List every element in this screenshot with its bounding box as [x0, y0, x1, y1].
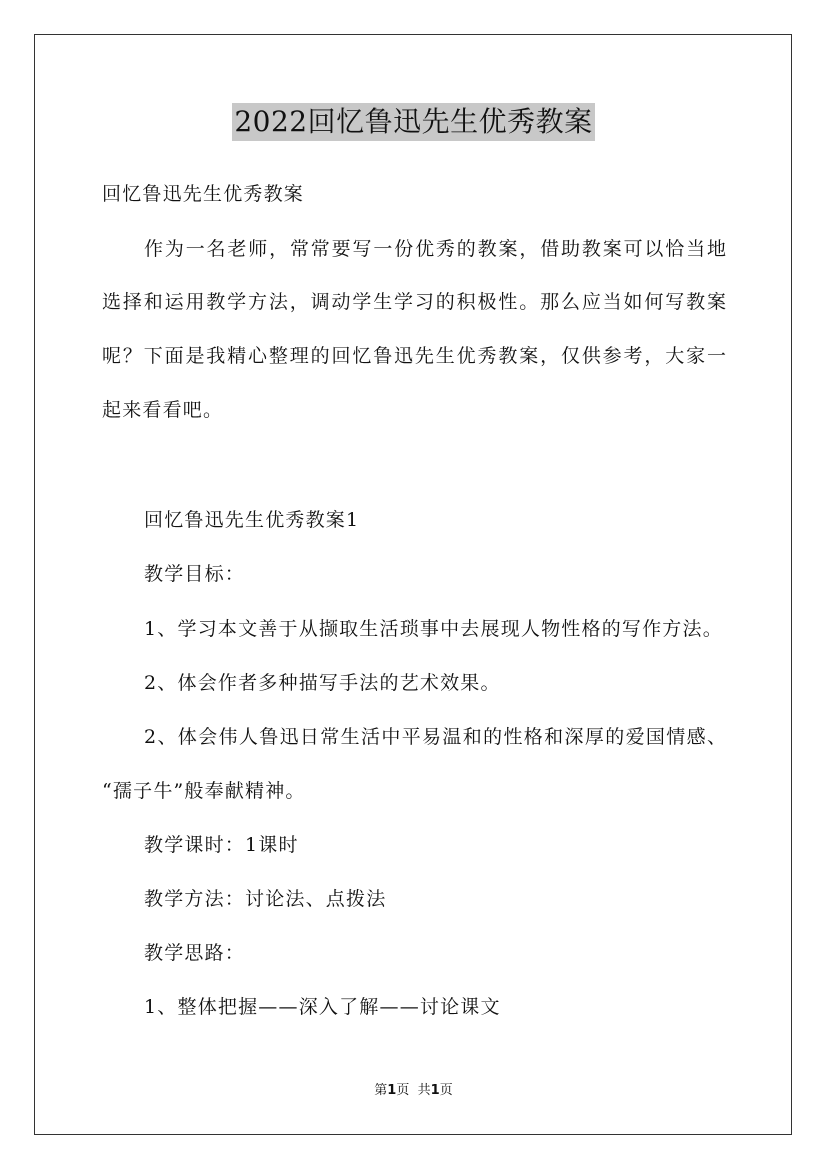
- intro-line-3: 呢？下面是我精心整理的回忆鲁迅先生优秀教案，仅供参考，大家一: [102, 345, 726, 367]
- goal-item-3: 2、体会伟人鲁迅日常生活中平易温和的性格和深厚的爱国情感、: [144, 726, 726, 748]
- page-suffix: 页: [396, 1083, 410, 1098]
- total-number: 1: [430, 1083, 440, 1098]
- intro-line-1: 作为一名老师，常常要写一份优秀的教案，借助教案可以恰当地: [144, 238, 726, 260]
- teaching-methods: 教学方法：讨论法、点拨法: [144, 888, 387, 910]
- document-title: 2022回忆鲁迅先生优秀教案: [232, 103, 594, 141]
- page-prefix: 第: [374, 1083, 388, 1098]
- goal-item-3-continued: “孺子牛”般奉献精神。: [102, 780, 306, 802]
- intro-line-4: 起来看看吧。: [102, 399, 224, 421]
- goal-item-2: 2、体会作者多种描写手法的艺术效果。: [144, 672, 501, 694]
- title-container: [0, 103, 827, 141]
- section-heading: 回忆鲁迅先生优秀教案1: [144, 509, 360, 531]
- teaching-ideas-item-1: 1、整体把握——深入了解——讨论课文: [144, 996, 501, 1018]
- total-suffix: 页: [439, 1083, 453, 1098]
- page-footer: [0, 1082, 827, 1100]
- goal-item-1: 1、学习本文善于从撷取生活琐事中去展现人物性格的写作方法。: [144, 618, 723, 640]
- page-number: 1: [387, 1083, 397, 1098]
- teaching-ideas-label: 教学思路：: [144, 942, 246, 964]
- teaching-hours: 教学课时：1课时: [144, 834, 299, 856]
- subtitle-line: 回忆鲁迅先生优秀教案: [102, 183, 305, 205]
- teaching-goals-label: 教学目标：: [144, 563, 246, 585]
- total-prefix: 共: [417, 1083, 431, 1098]
- intro-line-2: 选择和运用教学方法，调动学生学习的积极性。那么应当如何写教案: [102, 291, 726, 313]
